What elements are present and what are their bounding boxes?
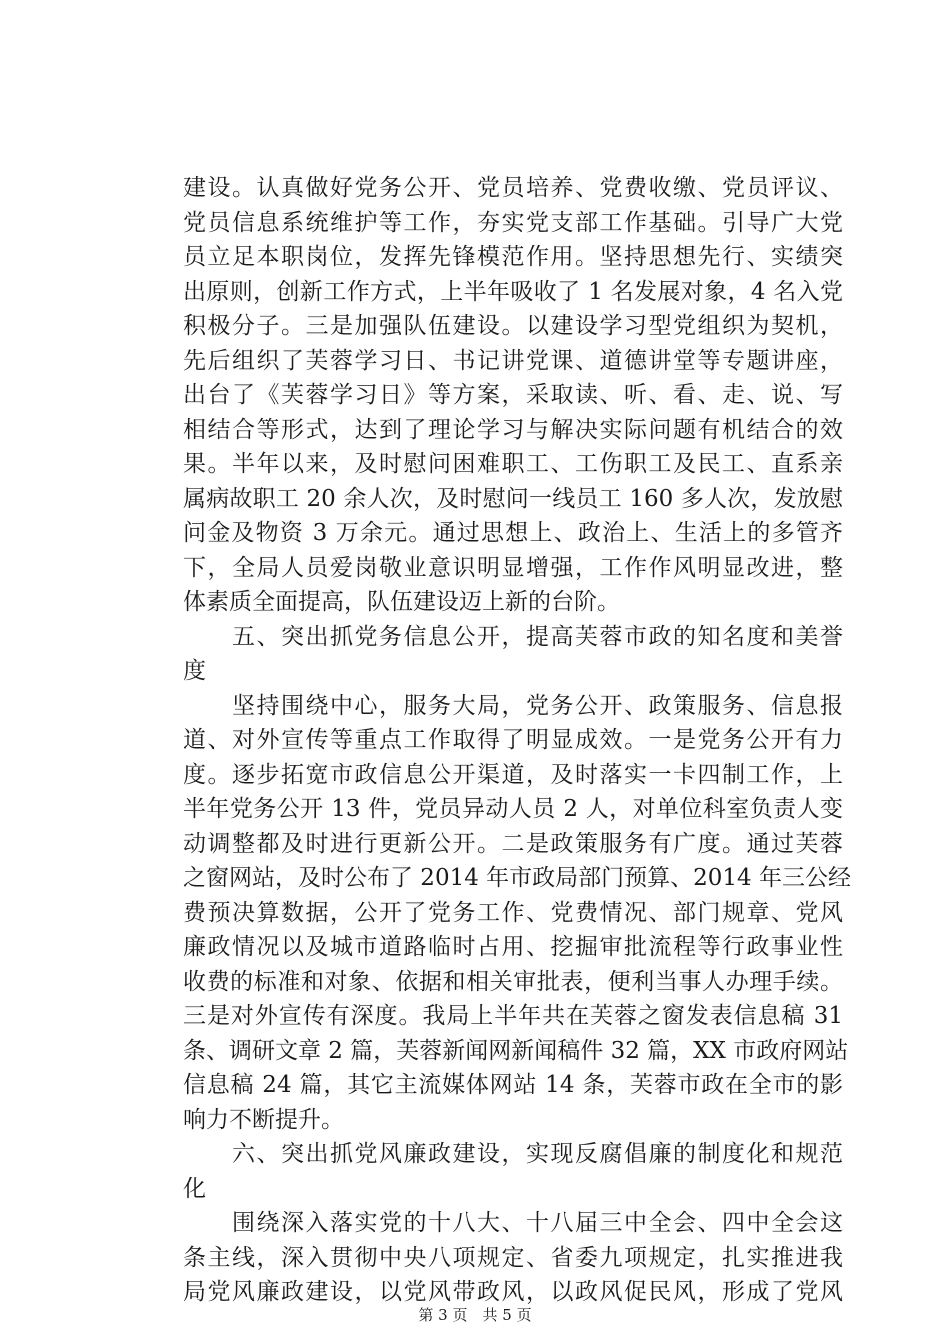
text-line: 三是对外宣传有深度。我局上半年共在芙蓉之窗发表信息稿 31 <box>183 1003 843 1029</box>
text-line: 之窗网站，及时公布了 2014 年市政局部门预算、2014 年三公经 <box>183 865 851 891</box>
text-line: 廉政情况以及城市道路临时占用、挖掘审批流程等行政事业性 <box>183 934 843 960</box>
text-line: 动调整都及时进行更新公开。二是政策服务有广度。通过芙蓉 <box>183 830 843 857</box>
text-line: 果。半年以来，及时慰问困难职工、工伤职工及民工、直系亲 <box>183 451 843 477</box>
text-line: 条主线，深入贯彻中央八项规定、省委九项规定，扎实推进我 <box>183 1244 843 1271</box>
text-line: 问金及物资 3 万余元。通过思想上、政治上、生活上的多管齐 <box>183 520 843 546</box>
text-line: 响力不断提升。 <box>183 1106 344 1133</box>
text-line: 体素质全面提高，队伍建设迈上新的台阶。 <box>183 589 620 615</box>
text-line: 化 <box>183 1175 206 1202</box>
text-line: 五、突出抓党务信息公开，提高芙蓉市政的知名度和美誉 <box>183 623 843 650</box>
text-line: 道、对外宣传等重点工作取得了明显成效。一是党务公开有力 <box>183 727 843 753</box>
text-line: 党员信息系统维护等工作，夯实党支部工作基础。引导广大党 <box>183 209 843 236</box>
text-line: 度。逐步拓宽市政信息公开渠道，及时落实一卡四制工作，上 <box>183 761 843 788</box>
text-line: 员立足本职岗位，发挥先锋模范作用。坚持思想先行、实绩突 <box>183 244 843 270</box>
text-line: 下，全局人员爱岗敬业意识明显增强，工作作风明显改进，整 <box>183 554 843 581</box>
text-line: 费预决算数据，公开了党务工作、党费情况、部门规章、党风 <box>183 899 843 926</box>
text-line: 度 <box>183 658 206 684</box>
text-line: 相结合等形式，达到了理论学习与解决实际问题有机结合的效 <box>183 416 843 443</box>
text-line: 六、突出抓党风廉政建设，实现反腐倡廉的制度化和规范 <box>183 1141 843 1167</box>
text-line: 属病故职工 20 余人次，及时慰问一线员工 160 多人次，发放慰 <box>183 485 843 512</box>
text-line: 围绕深入落实党的十八大、十八届三中全会、四中全会这 <box>183 1210 843 1236</box>
page-number-footer: 第 3 页 共 5 页 <box>418 1306 532 1324</box>
text-line: 积极分子。三是加强队伍建设。以建设学习型党组织为契机， <box>183 313 843 339</box>
text-line: 出台了《芙蓉学习日》等方案，采取读、听、看、走、说、写 <box>183 382 843 408</box>
body-text <box>183 171 851 1310</box>
text-line: 收费的标准和对象、依据和相关审批表，便利当事人办理手续。 <box>183 968 843 995</box>
text-line: 半年党务公开 13 件，党员异动人员 2 人，对单位科室负责人变 <box>183 796 843 822</box>
text-line: 先后组织了芙蓉学习日、书记讲党课、道德讲堂等专题讲座， <box>183 347 843 374</box>
text-line: 坚持围绕中心，服务大局，党务公开、政策服务、信息报 <box>183 692 843 719</box>
text-line: 条、调研文章 2 篇，芙蓉新闻网新闻稿件 32 篇，XX 市政府网站 <box>183 1037 849 1064</box>
text-line: 信息稿 24 篇，其它主流媒体网站 14 条，芙蓉市政在全市的影 <box>183 1072 843 1098</box>
text-line: 出原则，创新工作方式，上半年吸收了 1 名发展对象，4 名入党 <box>183 278 843 305</box>
text-line: 局党风廉政建设，以党风带政风，以政风促民风，形成了党风 <box>183 1279 843 1305</box>
text-line: 建设。认真做好党务公开、党员培养、党费收缴、党员评议、 <box>183 175 843 201</box>
